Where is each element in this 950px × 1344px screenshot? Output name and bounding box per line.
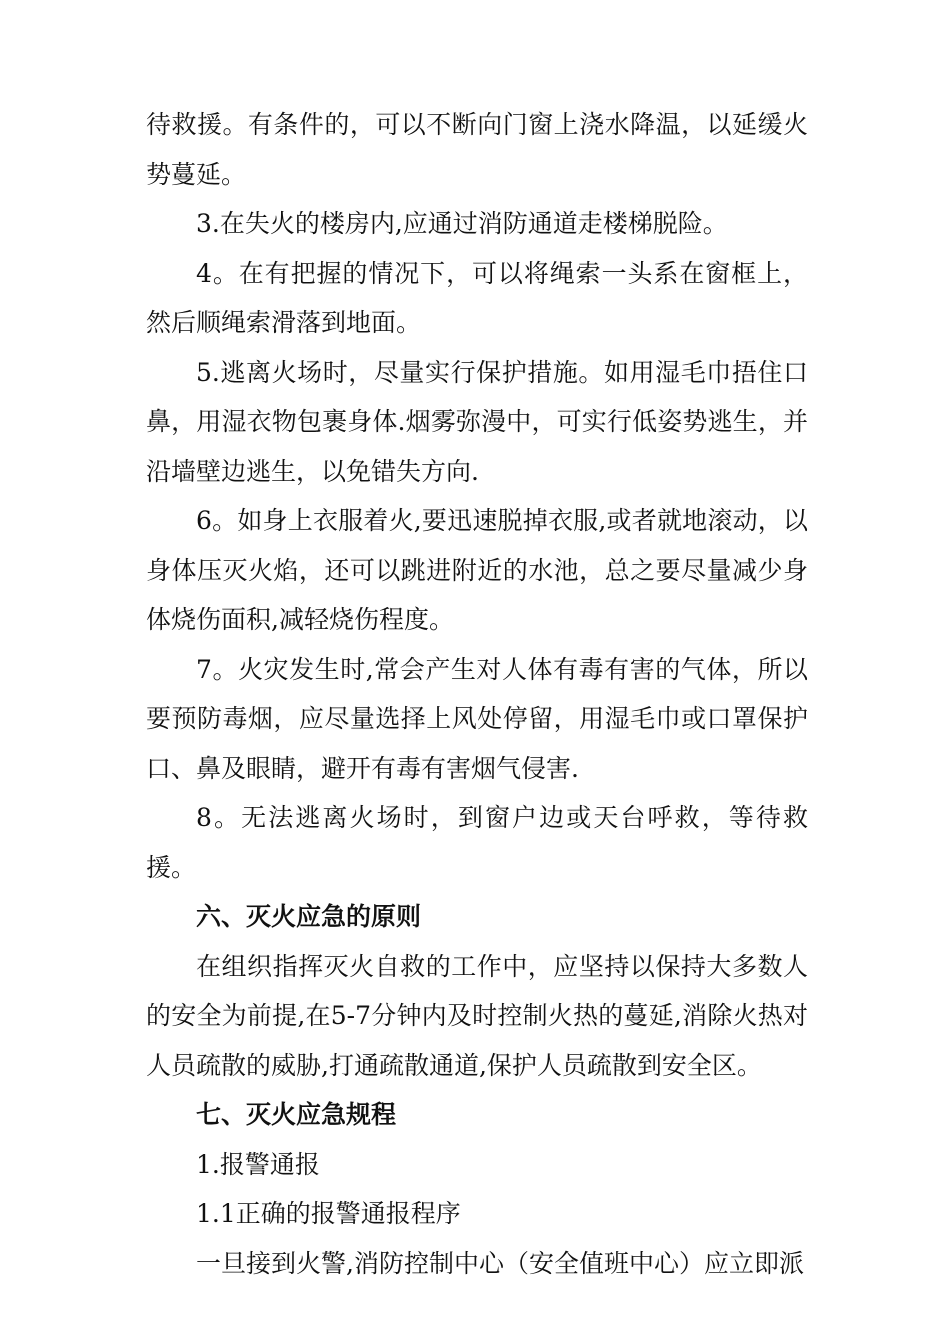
paragraph-item-6: 6。如身上衣服着火,要迅速脱掉衣服,或者就地滚动，以身体压灭火焰，还可以跳进附近的水池，总之要尽量减少身体烧伤面积,减轻烧伤程度。 [146,506,808,634]
section-heading-7: 七、灭火应急规程 [196,1100,397,1129]
paragraph-item-8: 8。无法逃离火场时，到窗户边或天台呼救，等待救援。 [146,803,808,882]
paragraph-item-4: 4。在有把握的情况下，可以将绳索一头系在窗框上，然后顺绳索滑落到地面。 [146,258,808,337]
paragraph-principle: 在组织指挥灭火自救的工作中，应坚持以保持大多数人的安全为前提,在5-7分钟内及时控制火热的蔓延,消除火热对人员疏散的威胁,打通疏散通道,保护人员疏散到安全区。 [146,951,808,1080]
paragraph-continuation: 待救援。有条件的，可以不断向门窗上浇水降温，以延缓火势蔓延。 [146,110,808,189]
paragraph-item-7: 7。火灾发生时,常会产生对人体有毒有害的气体，所以要预防毒烟，应尽量选择上风处停留，用湿毛巾或口罩保护口、鼻及眼睛，避开有毒有害烟气侵害. [146,654,808,783]
paragraph-alarm-procedure: 一旦接到火警,消防控制中心（安全值班中心）应立即派 [196,1248,804,1278]
document-body [146,100,808,1288]
paragraph-item-3: 3.在失火的楼房内,应通过消防通道走楼梯脱险。 [196,209,728,238]
subheading-alarm: 1.报警通报 [196,1149,320,1179]
subheading-alarm-procedure: 1.1正确的报警通报程序 [196,1199,461,1228]
section-heading-6: 六、灭火应急的原则 [196,902,422,931]
paragraph-item-5: 5.逃离火场时，尽量实行保护措施。如用湿毛巾捂住口鼻，用湿衣物包裹身体.烟雾弥漫中，可实行低姿势逃生，并沿墙壁边逃生，以免错失方向. [146,357,808,486]
